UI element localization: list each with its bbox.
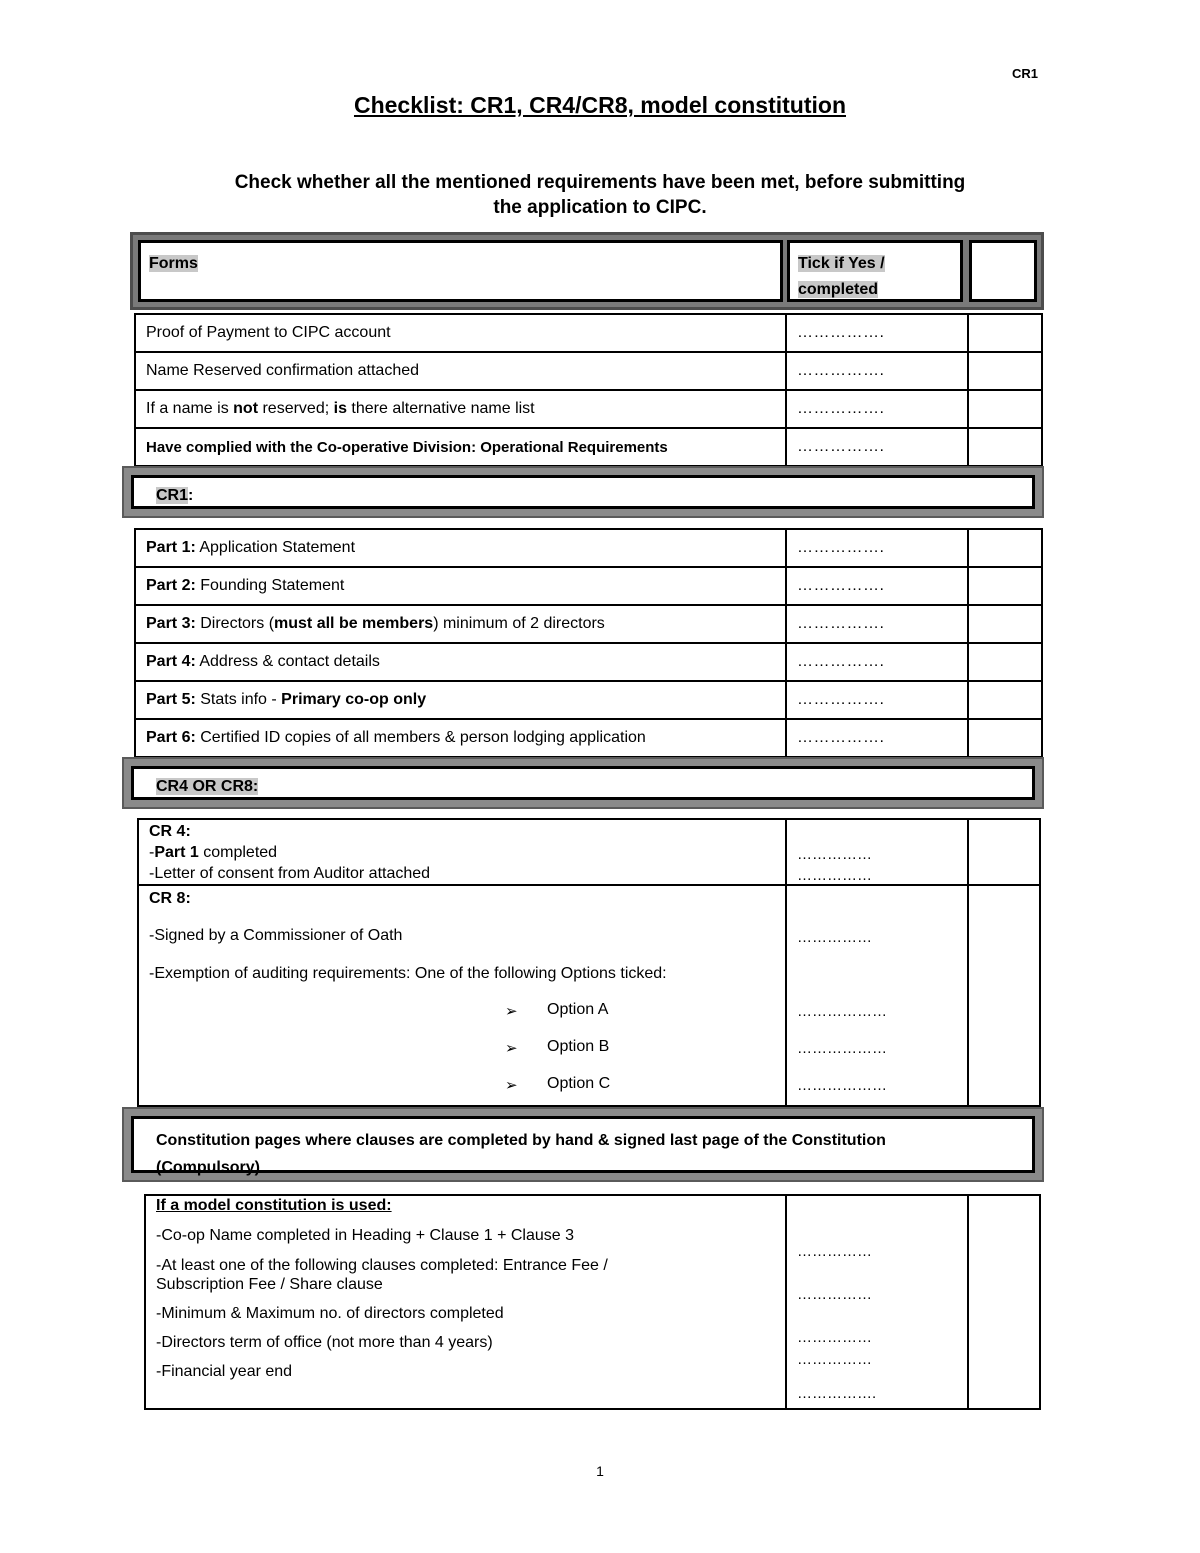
cr8-block: [137, 884, 1041, 1107]
cr4-cr8-section-title: [131, 766, 1035, 800]
table-row: [135, 428, 1042, 466]
tick-dots: ……………: [797, 846, 872, 863]
option-c-label: Option C: [547, 1075, 611, 1092]
row-text: ) minimum of 2 directors: [433, 615, 605, 632]
tick-dots: ……………: [797, 1351, 872, 1368]
table-row: [135, 605, 1042, 643]
row-text: Certified ID copies of all members & person lodging application: [195, 729, 646, 746]
tick-box[interactable]: [968, 719, 1042, 757]
table-row: [135, 352, 1042, 390]
row-label: [135, 681, 786, 719]
row-label: Proof of Payment to CIPC account: [135, 314, 786, 352]
tick-box[interactable]: [968, 681, 1042, 719]
row-text-bold: must all be members: [274, 615, 434, 632]
tick-header-cell: [787, 240, 963, 302]
tick-box-header: [969, 240, 1037, 302]
arrow-bullet-icon: ➢: [505, 1077, 518, 1094]
part-label: Part 5:: [146, 691, 196, 708]
list-item: -Co-op Name completed in Heading + Clause 1 + Clause 3: [156, 1227, 575, 1244]
option-a-label: Option A: [547, 1001, 609, 1018]
tick-dots: ………………: [797, 1003, 887, 1020]
cr4-dash: -: [149, 844, 155, 861]
part-label: Part 6:: [146, 729, 196, 746]
tick-dots: …………….: [797, 1385, 877, 1402]
form-code: CR1: [1012, 66, 1039, 81]
tick-dots: …………….: [786, 314, 968, 352]
cr4-part1-text: completed: [198, 844, 278, 861]
tick-box[interactable]: [968, 352, 1042, 390]
table-row: [135, 529, 1042, 567]
model-constitution-heading: If a model constitution is used:: [156, 1197, 392, 1214]
model-constitution-block: [144, 1194, 1041, 1410]
part-label: Part 4:: [146, 653, 196, 670]
table-row: [135, 314, 1042, 352]
row-label: [135, 529, 786, 567]
cr4-part1-line: [149, 844, 277, 862]
tick-dots: ……………: [797, 867, 872, 884]
cr4-part1-bold: Part 1: [154, 844, 199, 861]
tick-dots: …………….: [786, 352, 968, 390]
forms-table: [134, 313, 1043, 467]
row-label: [135, 390, 786, 428]
row-text: there alternative name list: [346, 400, 535, 417]
tick-dots: …………….: [786, 605, 968, 643]
page-title: Checklist: CR1, CR4/CR8, model constitution: [353, 92, 846, 118]
row-text: If a name is: [146, 400, 234, 417]
tick-box[interactable]: [968, 390, 1042, 428]
part-label: Part 2:: [146, 577, 196, 594]
forms-header-label: Forms: [149, 255, 198, 272]
cr1-section-title: [131, 475, 1035, 509]
cr1-colon: :: [188, 487, 194, 504]
tick-box[interactable]: [968, 314, 1042, 352]
tick-box[interactable]: [968, 643, 1042, 681]
row-text-bold: Primary co-op only: [281, 691, 427, 708]
forms-header: [130, 232, 1044, 310]
table-row: [135, 567, 1042, 605]
instructions-line-1: Check whether all the mentioned requirements have been met, before submitting: [234, 172, 966, 193]
tick-dots: ……………: [797, 1329, 872, 1346]
cr4-auditor-line: -Letter of consent from Auditor attached: [149, 865, 431, 882]
forms-header-cell: [138, 240, 783, 302]
constitution-section-title: [131, 1116, 1035, 1176]
tick-dots: …………….: [786, 719, 968, 757]
list-item: -Financial year end: [156, 1363, 293, 1380]
row-label: Have complied with the Co-operative Division: Operational Requirements: [135, 428, 786, 466]
row-text: Directors (: [195, 615, 275, 632]
row-text-bold: not: [233, 400, 259, 417]
cr8-heading: CR 8:: [149, 890, 191, 907]
cr1-section-band: [122, 466, 1044, 518]
row-text: Stats info -: [195, 691, 282, 708]
cr4-cr8-label: CR4 OR CR8:: [156, 778, 259, 795]
row-label: Name Reserved confirmation attached: [135, 352, 786, 390]
arrow-bullet-icon: ➢: [505, 1040, 518, 1057]
table-row: [135, 390, 1042, 428]
row-label: [135, 719, 786, 757]
part-label: Part 1:: [146, 539, 196, 556]
tick-dots: …………….: [786, 567, 968, 605]
table-row: [135, 719, 1042, 757]
tick-dots: …………….: [786, 529, 968, 567]
tick-dots: ……………: [797, 929, 872, 946]
tick-dots: …………….: [786, 681, 968, 719]
part-label: Part 3:: [146, 615, 196, 632]
tick-dots: ……………: [797, 1243, 872, 1260]
list-item: -At least one of the following clauses completed: Entrance Fee /: [156, 1257, 608, 1274]
arrow-bullet-icon: ➢: [505, 1003, 518, 1020]
tick-box[interactable]: [968, 428, 1042, 466]
tick-header-line-2: completed: [798, 281, 879, 298]
tick-dots: ………………: [797, 1040, 887, 1057]
row-text: Founding Statement: [195, 577, 345, 594]
row-label: [135, 605, 786, 643]
list-item: -Minimum & Maximum no. of directors completed: [156, 1305, 504, 1322]
tick-dots: ………………: [797, 1077, 887, 1094]
cr4-cr8-section-band: [122, 757, 1044, 809]
cr8-commissioner-line: -Signed by a Commissioner of Oath: [149, 927, 403, 944]
page-number: 1: [596, 1463, 604, 1479]
tick-box[interactable]: [968, 529, 1042, 567]
cr1-label: CR1: [156, 487, 189, 504]
cr4-block: [137, 818, 1041, 886]
option-b-label: Option B: [547, 1038, 610, 1055]
list-item: -Directors term of office (not more than 4 years): [156, 1334, 493, 1351]
row-label: [135, 567, 786, 605]
cr8-exemption-line: -Exemption of auditing requirements: One of the following Options ticked:: [149, 965, 667, 982]
tick-box[interactable]: [968, 605, 1042, 643]
tick-box[interactable]: [968, 567, 1042, 605]
tick-dots: …………….: [786, 643, 968, 681]
table-row: [135, 643, 1042, 681]
row-text: Application Statement: [195, 539, 356, 556]
tick-dots: ……………: [797, 1286, 872, 1303]
row-text: reserved;: [258, 400, 334, 417]
list-item: Subscription Fee / Share clause: [156, 1276, 383, 1293]
constitution-section-band: [122, 1107, 1044, 1182]
row-label: [135, 643, 786, 681]
tick-header-line-1: Tick if Yes /: [798, 255, 885, 272]
cr4-heading: CR 4:: [149, 823, 191, 840]
tick-dots: …………….: [786, 428, 968, 466]
constitution-title-line-2: (Compulsory): [156, 1159, 260, 1176]
instructions-line-2: the application to CIPC.: [493, 197, 707, 218]
tick-dots: …………….: [786, 390, 968, 428]
row-text-bold: is: [333, 400, 347, 417]
cr1-table: [134, 528, 1043, 758]
constitution-title-line-1: Constitution pages where clauses are completed by hand & signed last page of the Constitution: [156, 1132, 886, 1149]
row-text: Address & contact details: [195, 653, 380, 670]
instructions: [120, 170, 1080, 220]
table-row: [135, 681, 1042, 719]
